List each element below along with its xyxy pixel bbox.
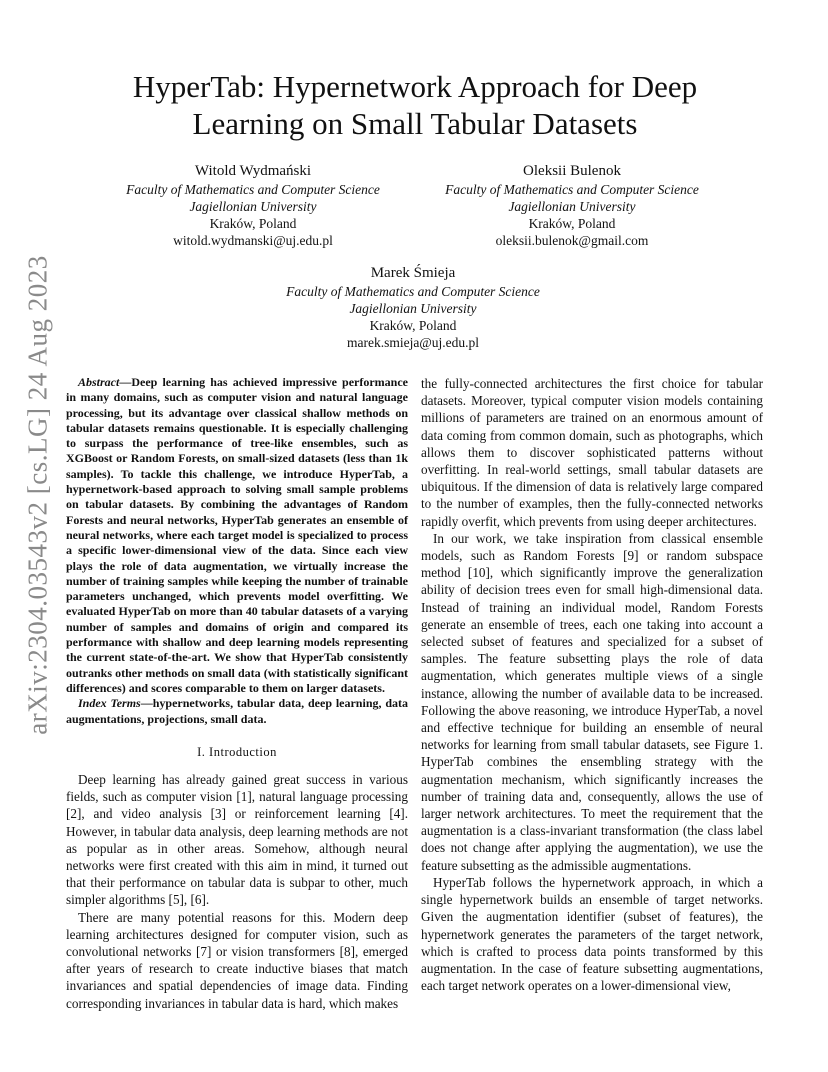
- author-university: Jagiellonian University: [189, 199, 317, 214]
- abstract-label: Abstract: [78, 375, 120, 389]
- body-paragraph: In our work, we take inspiration from classical ensemble models, such as Random Forests [9] or random subspace method [10], which significantly improve the generalization ability of decision trees even for small high-dimensional data. Instead of training an individual model, Random Forests generate an ensemble of trees, each one taking into account a selected subset of features and specialized for a subset of samples. The feature subsetting plays the role of data augmentation, which generates multiple views of a single instance, allowing the number of available data to be increased. Following the above reasoning, we introduce HyperTab, a novel and effective technique for building an ensemble of neural networks for learning from small tabular datasets, see Figure 1. HyperTab combines the ensembling strategy with the augmentation mechanism, which significantly increases the number of training data and, consequently, allows the use of larger network architectures. To meet the requirement that the augmentation is a class-invariant transformation (the class label does not change after applying the augmentation), we use the feature subsetting as the admissible augmentations.: [421, 530, 763, 873]
- author-name: Marek Śmieja: [370, 265, 456, 281]
- author-university: Jagiellonian University: [349, 301, 477, 316]
- index-terms-text: —hypernetworks, tabular data, deep learning, data augmentations, projections, small data.: [66, 696, 408, 726]
- author-affiliation: Faculty of Mathematics and Computer Science: [126, 182, 380, 197]
- author-block-1: [93, 162, 413, 249]
- author-city: Kraków, Poland: [528, 216, 616, 231]
- index-terms: [66, 696, 408, 727]
- author-email: marek.smieja@uj.edu.pl: [346, 335, 480, 350]
- paper-title: HyperTab: Hypernetwork Approach for Deep Learning on Small Tabular Datasets: [132, 69, 698, 141]
- author-city: Kraków, Poland: [209, 216, 297, 231]
- author-name: Witold Wydmański: [194, 163, 312, 179]
- body-paragraph: the fully-connected architectures the first choice for tabular datasets. Moreover, typical computer vision models containing millions of parameters are trained on an enormous amount of data coming from common domain, such as photographs, which allows them to discover sophisticated patterns without overfitting. In real-world settings, small tabular datasets are ubiquitous. If the dimension of data is relatively large compared to the number of examples, then the fully-connected networks rapidly overfit, which prevents from using deeper architectures.: [421, 376, 763, 529]
- arxiv-identifier-text: arXiv:2304.03543v2 [cs.LG] 24 Aug 2023: [22, 255, 53, 735]
- left-column: [66, 375, 408, 1012]
- body-paragraph: Deep learning has already gained great success in various fields, such as computer vision [1], natural language processing [2], and video analysis [3] or reinforcement learning [4]. However, in tabular data analysis, deep learning methods are not as popular as in other areas. Somehow, although neural networks were first created with this aim in mind, it turned out that their performance on tabular data is subpar to other, much simpler algorithms [5], [6].: [66, 772, 408, 908]
- author-city: Kraków, Poland: [369, 318, 457, 333]
- author-name: Oleksii Bulenok: [523, 163, 621, 179]
- body-paragraph: HyperTab follows the hypernetwork approach, in which a single hypernetwork builds an ensemble of target networks. Given the augmentation identifier (subset of features), the hypernetwork generates the parameters of the target network, which is crafted to process data points transformed by this augmentation. In the case of feature subsetting augmentations, each target network operates on a lower-dimensional view,: [421, 874, 763, 994]
- index-terms-label: Index Terms: [78, 696, 141, 711]
- author-university: Jagiellonian University: [508, 199, 636, 214]
- author-block-3: [253, 264, 573, 351]
- arxiv-identifier-stamp: [18, 255, 58, 735]
- section-heading-introduction: I. Introduction: [197, 744, 277, 759]
- abstract: [66, 375, 408, 696]
- body-paragraph: There are many potential reasons for this. Modern deep learning architectures designed for computer vision, such as convolutional networks [7] or vision transformers [8], emerged after years of research to create inductive biases that match invariances and spatial dependencies of image data. Finding corresponding invariances in tabular data is hard, which makes: [66, 909, 408, 1011]
- author-affiliation: Faculty of Mathematics and Computer Science: [445, 182, 699, 197]
- author-email: witold.wydmanski@uj.edu.pl: [173, 233, 333, 248]
- author-email: oleksii.bulenok@gmail.com: [495, 233, 649, 248]
- author-block-2: [412, 162, 732, 249]
- abstract-text: —Deep learning has achieved impressive performance in many domains, such as computer vision and natural language processing, but its advantage over classical shallow methods on tabular datasets remains questionable. It is especially challenging to surpass the performance of tree-like ensembles, such as XGBoost or Random Forests, on small-sized datasets (less than 1k samples). To tackle this challenge, we introduce HyperTab, a hypernetwork-based approach to solving small sample problems on tabular datasets. By combining the advantages of Random Forests and neural networks, HyperTab generates an ensemble of neural networks, where each target model is specialized to process a specific lower-dimensional view of the data. Since each view plays the role of data augmentation, we virtually increase the number of training samples while keeping the number of trainable parameters unchanged, which prevents model overfitting. We evaluated HyperTab on more than 40 tabular datasets of a varying number of samples and domains of origin and compared its performance with shallow and deep learning models representing the current state-of-the-art. We show that HyperTab consistently outranks other methods on small data (with statistically significant differences) and scores comparable to them on larger datasets.: [66, 375, 408, 695]
- author-affiliation: Faculty of Mathematics and Computer Science: [286, 284, 540, 299]
- right-column: [421, 375, 763, 994]
